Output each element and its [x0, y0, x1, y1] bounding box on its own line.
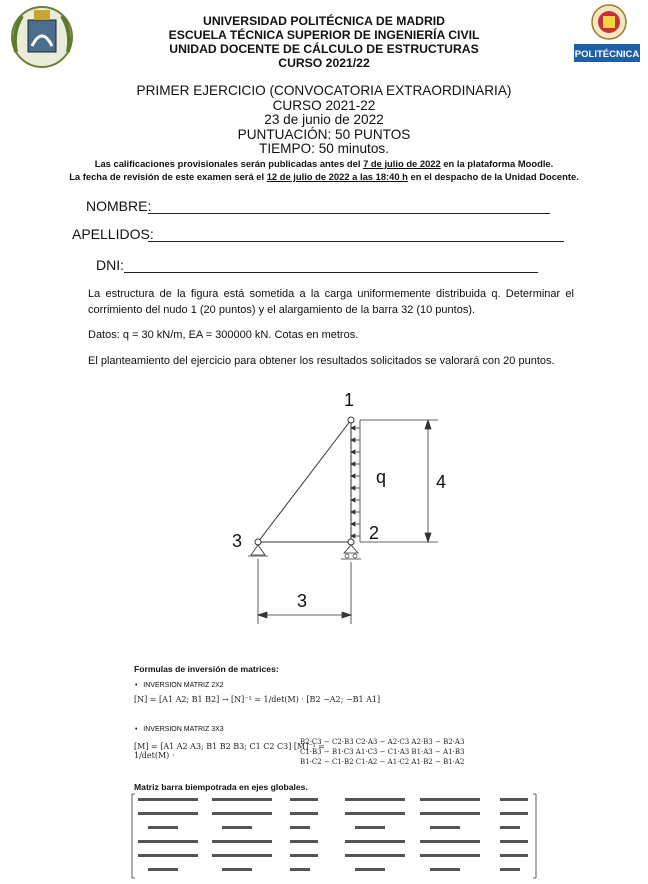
exam-line: CURSO 2021-22 — [272, 97, 376, 113]
name-field[interactable] — [86, 198, 550, 216]
inv3-formula: [M] = [A1 A2 A3; B1 B2 B3; C1 C2 C3] [M]⁻¹ = 1/det(M) · — [134, 742, 325, 760]
header-line: CURSO 2021/22 — [278, 56, 370, 70]
problem-statement: La estructura de la figura está sometida a la carga uniformemente distribuida q. Determinar el corrimiento del nudo 1 (20 puntos) y el alargamiento de la barra 32 (10 puntos). — [88, 288, 574, 316]
logo-text: POLITÉCNICA — [574, 49, 640, 60]
structure-figure — [220, 384, 470, 634]
notes — [10, 157, 638, 183]
surname-label: APELLIDOS: — [72, 226, 154, 242]
note-publication: Las calificaciones provisionales serán publicadas antes del 7 de julio de 2022 en la plataforma Moodle. — [94, 158, 554, 169]
inv2-heading: • INVERSION MATRIZ 2X2 — [135, 682, 224, 689]
exam-line: TIEMPO: 50 minutos. — [259, 141, 389, 157]
height-label: 4 — [436, 472, 447, 492]
exam-line: PUNTUACIÓN: 50 PUNTOS — [237, 126, 411, 142]
surname-field[interactable] — [72, 226, 564, 244]
node-1-label: 1 — [344, 390, 355, 410]
inv2-formula: [N] = [A1 A2; B1 B2] → [N]⁻¹ = 1/det(M) · [B2 −A2; −B1 A1] — [134, 695, 381, 704]
header-line: ESCUELA TÉCNICA SUPERIOR DE INGENIERÍA CIVIL — [168, 28, 480, 42]
roller-support-2 — [344, 545, 358, 553]
pin-support-3 — [251, 545, 265, 555]
dni-field[interactable] — [96, 257, 538, 275]
note-review: La fecha de revisión de este examen será el 12 de julio de 2022 a las 18:40 h en el despacho de la Unidad Docente. — [69, 171, 579, 182]
inv3-row: B1·C2 − C1·B2 C1·A2 − A1·C2 A1·B2 − B1·A2 — [300, 758, 465, 766]
inv3-heading: • INVERSION MATRIZ 3X3 — [135, 726, 224, 733]
formulas-title: Formulas de inversión de matrices: — [134, 664, 279, 674]
stiffness-title: Matriz barra biempotrada en ejes globales. — [134, 782, 308, 792]
dni-label: DNI: — [96, 257, 124, 273]
inv3-row: C1·B3 − B1·C3 A1·C3 − C1·A3 B1·A3 − A1·B3 — [300, 748, 465, 756]
distributed-load — [351, 420, 360, 542]
width-label: 3 — [297, 591, 308, 611]
node-3 — [255, 539, 261, 545]
node-1 — [348, 417, 354, 423]
school-logo — [6, 2, 78, 72]
exam-info — [60, 84, 588, 157]
exam-line: 23 de junio de 2022 — [264, 112, 384, 128]
node-2 — [348, 539, 354, 545]
name-label: NOMBRE: — [86, 198, 152, 214]
inv3-row: B2·C3 − C2·B3 C2·A3 − A2·C3 A2·B3 − B2·A3 — [300, 738, 465, 746]
header-line: UNIVERSIDAD POLITÉCNICA DE MADRID — [203, 14, 445, 28]
node-3-label: 3 — [232, 531, 243, 551]
bar-13 — [258, 420, 351, 542]
institution-header — [150, 14, 498, 70]
load-label: q — [376, 467, 387, 487]
problem-data: Datos: q = 30 kN/m, EA = 300000 kN. Cotas en metros. — [88, 329, 359, 341]
university-logo — [572, 2, 642, 64]
header-line: UNIDAD DOCENTE DE CÁLCULO DE ESTRUCTURAS — [169, 42, 479, 56]
problem-scoring: El planteamiento del ejercicio para obtener los resultados solicitados se valorará con 20 puntos. — [88, 355, 555, 367]
stiffness-matrix — [130, 792, 540, 880]
exam-line: PRIMER EJERCICIO (CONVOCATORIA EXTRAORDINARIA) — [136, 83, 512, 98]
node-2-label: 2 — [369, 523, 380, 543]
